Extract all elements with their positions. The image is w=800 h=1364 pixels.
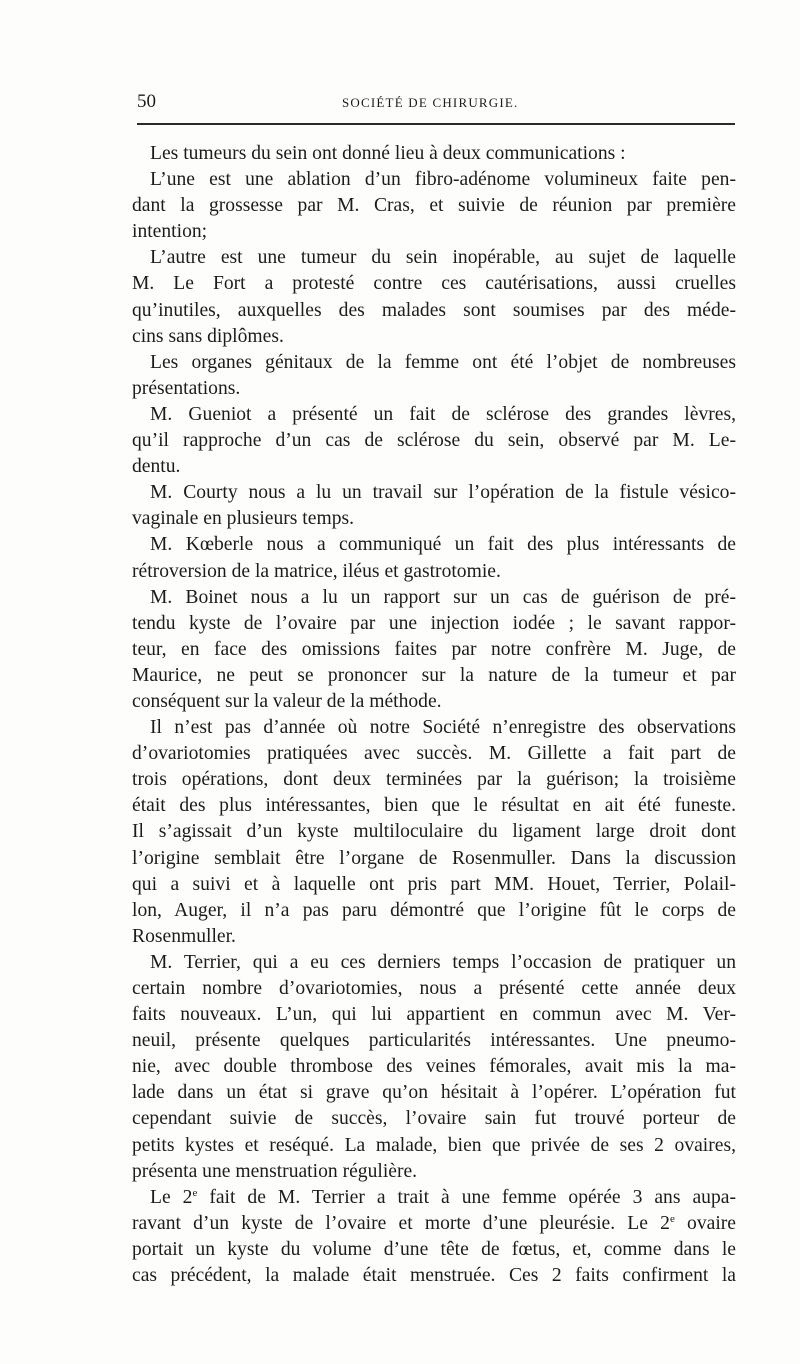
text-line: conséquent sur la valeur de la méthode. (132, 690, 442, 712)
ordinal-number: 2 (182, 1186, 193, 1208)
text-line: cependant suivie de succès, l’ovaire sain fut trouvé porteur de (132, 1108, 736, 1130)
text-line: portait un kyste du volume d’une tête de fœtus, et, comme dans le (132, 1238, 736, 1260)
text-line: certain nombre d’ovariotomies, nous a présenté cette année deux (132, 978, 736, 999)
text-line: faits nouveaux. L’un, qui lui appartient en commun avec M. Ver- (132, 1004, 736, 1026)
text-line (132, 1211, 736, 1237)
text-line: présentations. (132, 377, 241, 399)
text-line: intention; (132, 221, 208, 243)
text-line: dant la grossesse par M. Cras, et suivie de réunion par première (132, 195, 736, 217)
text-line: Il s’agissait d’un kyste multiloculaire du ligament large droit dont (132, 821, 736, 843)
text-line: teur, en face des omissions faites par notre confrère M. Juge, de (132, 638, 736, 660)
ordinal-word: Le (150, 1186, 171, 1208)
text-line (132, 1185, 736, 1211)
ordinal-number: 2 (660, 1212, 670, 1234)
text-line: rétroversion de la matrice, iléus et gastrotomie. (132, 560, 501, 582)
text-line: qu’inutiles, auxquelles des malades sont soumises par des méde- (132, 299, 736, 321)
running-title: SOCIÉTÉ DE CHIRURGIE. (342, 95, 519, 110)
text-line: cas précédent, la malade était menstruée. Ces 2 faits confirment la (132, 1265, 736, 1287)
text-line: neuil, présente quelques particularités intéressantes. Une pneumo- (132, 1030, 736, 1052)
header-rule (137, 123, 735, 125)
running-head (137, 90, 735, 120)
text-line: présenta une menstruation régulière. (132, 1160, 418, 1182)
text-line: qu’il rapproche d’un cas de sclérose du sein, observé par M. Le- (132, 430, 736, 452)
text-line: M. Courty nous a lu un travail sur l’opération de la fistule vésico- (150, 482, 736, 504)
text-line: lon, Auger, il n’a pas paru démontré que l’origine fût le corps de (132, 899, 736, 921)
text-line: M. Gueniot a présenté un fait de sclérose des grandes lèvres, (150, 403, 736, 425)
text-line: nie, avec double thrombose des veines fémorales, avait mis la ma- (132, 1056, 736, 1078)
text-line: qui a suivi et à laquelle ont pris part MM. Houet, Terrier, Polail- (132, 873, 736, 895)
text-line: L’autre est une tumeur du sein inopérable, au sujet de laquelle (150, 247, 736, 269)
text-line: trois opérations, dont deux terminées par la guérison; la troisième (132, 769, 736, 791)
text-line: Les organes génitaux de la femme ont été l’objet de nombreuses (150, 351, 736, 373)
text-line: M. Kœberle nous a communiqué un fait des plus intéressants de (150, 534, 736, 556)
text-line: Il n’est pas d’année où notre Société n’enregistre des observations (150, 717, 736, 739)
text-line: petits kystes et reséqué. La malade, bien que privée de ses 2 ovaires, (132, 1134, 736, 1156)
text-line: cins sans diplômes. (132, 325, 284, 347)
text-line: L’une est une ablation d’un fibro-adénome volumineux faite pen- (150, 169, 736, 191)
text-line: d’ovariotomies pratiquées avec succès. M. Gillette a fait part de (132, 743, 736, 765)
page-number: 50 (137, 91, 156, 112)
body-text (132, 141, 736, 1289)
text-line: Les tumeurs du sein ont donné lieu à deux communications : (150, 143, 626, 164)
text-line: lade dans un état si grave qu’on hésitait à l’opérer. L’opération fut (132, 1082, 736, 1104)
text-line: Rosenmuller. (132, 925, 236, 947)
ordinal-suffix: e (192, 1186, 198, 1199)
ordinal-suffix: e (669, 1212, 675, 1225)
text-line: M. Terrier, qui a eu ces derniers temps l’occasion de pratiquer un (150, 951, 736, 973)
text-line: tendu kyste de l’ovaire par une injection iodée ; le savant rappor- (132, 612, 736, 634)
text-line: vaginale en plusieurs temps. (132, 508, 355, 530)
text-line: dentu. (132, 456, 181, 478)
text-line-fragment: fait de M. Terrier a trait à une femme opérée 3 ans aupa- (209, 1186, 736, 1208)
text-line: M. Boinet nous a lu un rapport sur un cas de guérison de pré- (150, 586, 736, 608)
text-line: était des plus intéressantes, bien que le résultat en ait été funeste. (132, 795, 736, 817)
text-line-fragment: ravant d’un kyste de l’ovaire et morte d’une pleurésie. Le (132, 1212, 648, 1234)
text-line: Maurice, ne peut se prononcer sur la nature de la tumeur et par (132, 664, 736, 686)
text-line-fragment: ovaire (687, 1212, 736, 1234)
text-line: l’origine semblait être l’organe de Rosenmuller. Dans la discussion (132, 847, 736, 869)
text-line: M. Le Fort a protesté contre ces cautérisations, aussi cruelles (132, 273, 736, 295)
